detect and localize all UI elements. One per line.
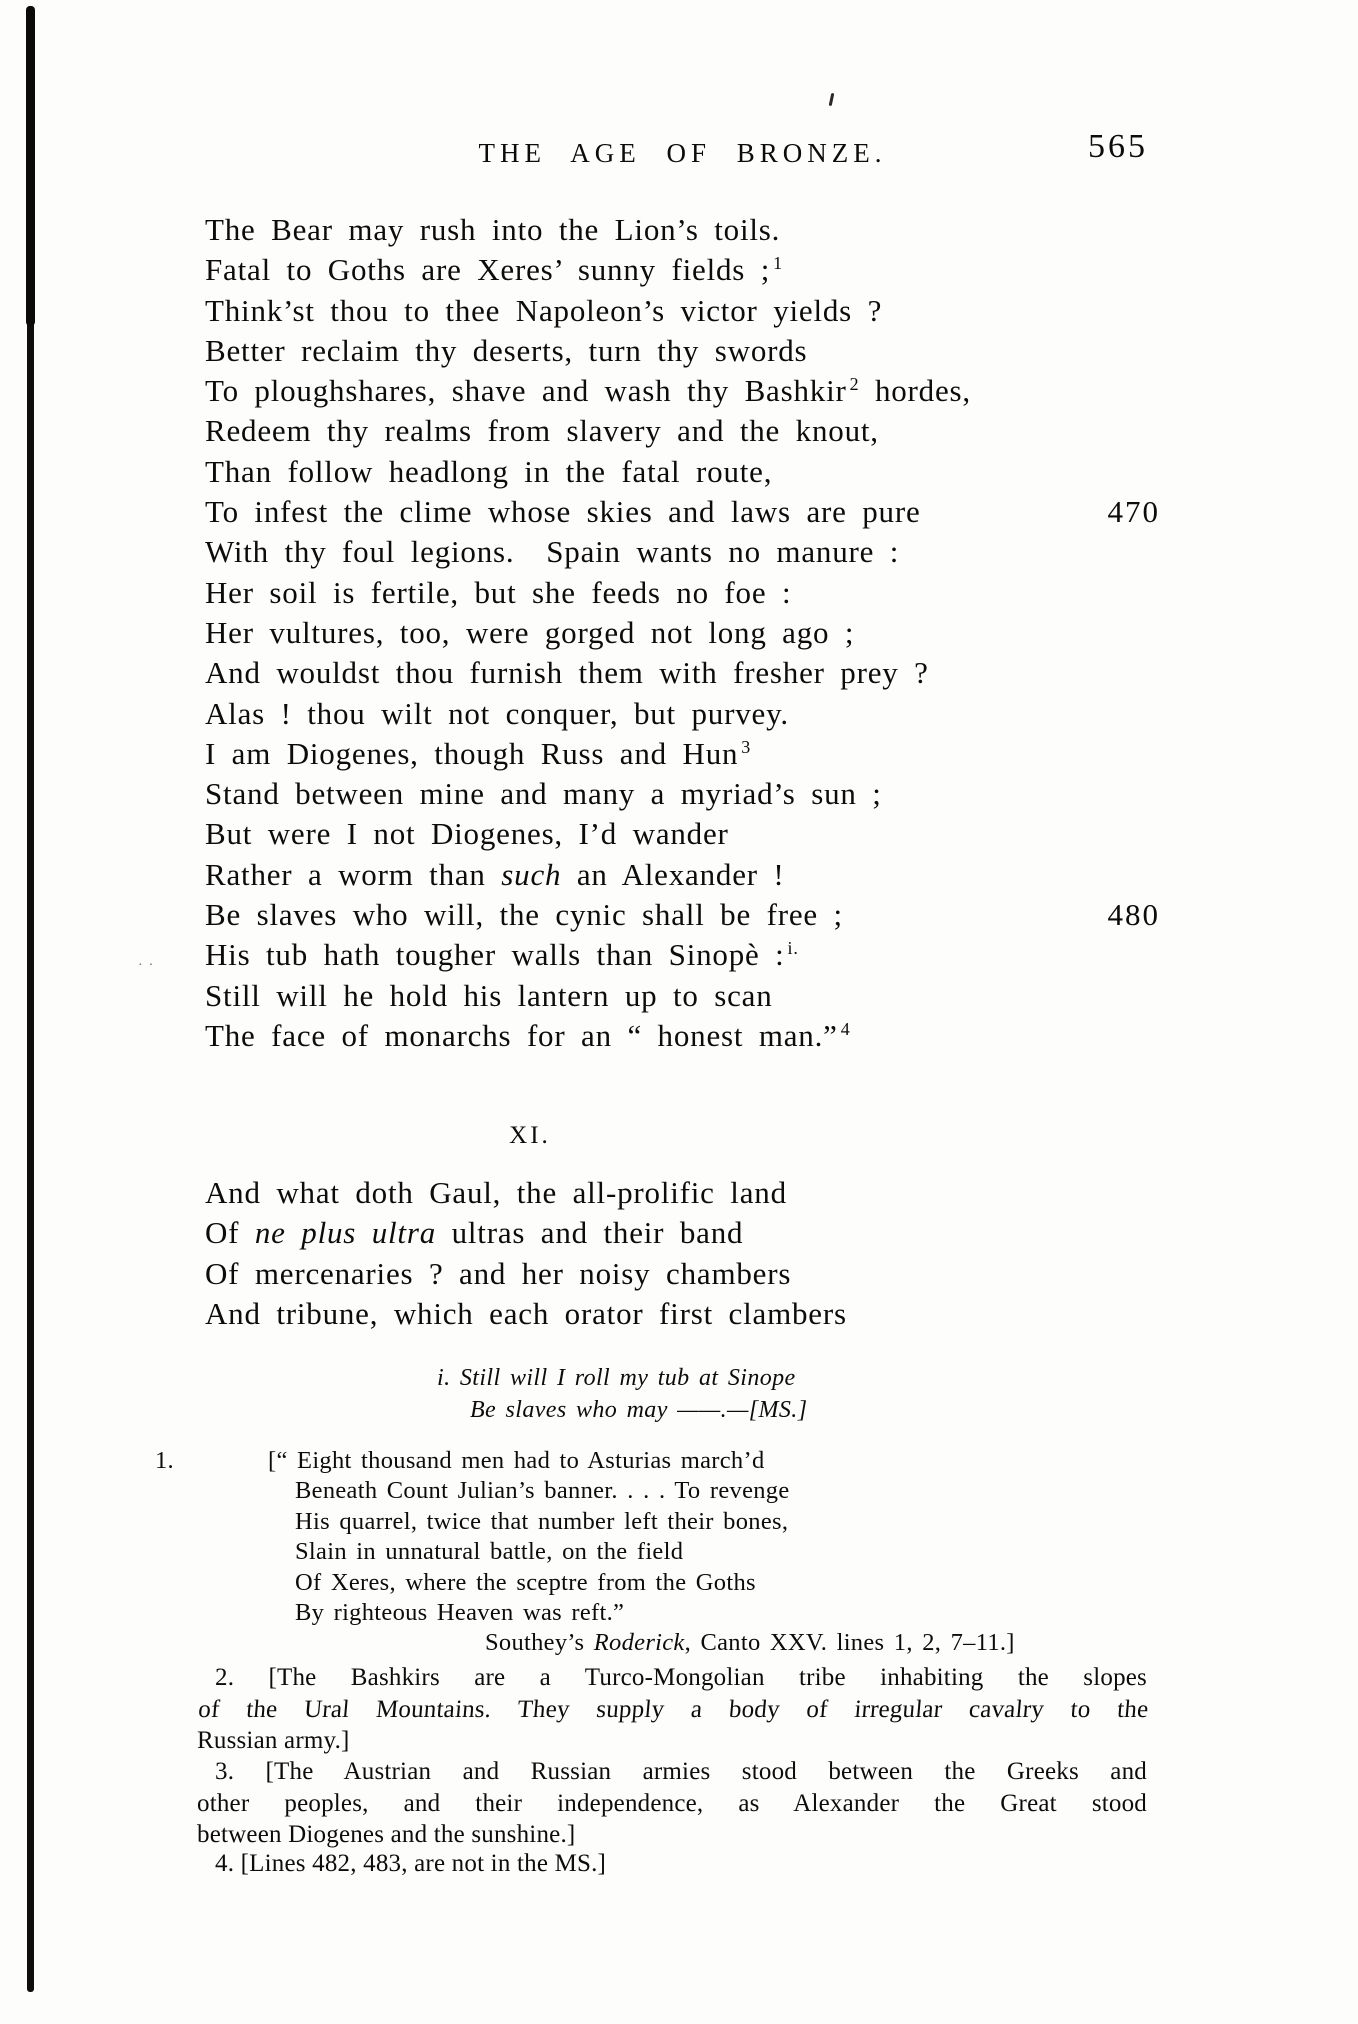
text-line: Rather a worm than such an Alexander ! bbox=[205, 856, 785, 892]
text-line: Better reclaim thy deserts, turn thy swords bbox=[205, 332, 808, 368]
text-line: The face of monarchs for an “ honest man.” $^4$ bbox=[205, 1017, 851, 1053]
text-line: By righteous Heaven was reft.” bbox=[295, 1599, 625, 1627]
footnote-4 bbox=[197, 1848, 1147, 1880]
text-line: of the Ural Mountains. They supply a body of irregular cavalry to the bbox=[197, 1695, 1150, 1723]
text-line: And what doth Gaul, the all-prolific land bbox=[205, 1175, 787, 1210]
footnote-3 bbox=[197, 1756, 1147, 1851]
scan-artifact-mark bbox=[829, 93, 835, 106]
text-line: Beneath Count Julian’s banner. . . . To revenge bbox=[295, 1477, 790, 1505]
text-line: 2. [The Bashkirs are a Turco-Mongolian tribe inhabiting the slopes bbox=[215, 1664, 1147, 1691]
text-line: To infest the clime whose skies and laws are pure 470 bbox=[205, 492, 1160, 532]
text-line: Russian army.] bbox=[197, 1727, 350, 1755]
running-head-title: THE AGE OF BRONZE. bbox=[478, 138, 887, 168]
text-line: 4. [Lines 482, 483, are not in the MS.] bbox=[215, 1850, 607, 1877]
text-line: Still will he hold his lantern up to scan bbox=[205, 977, 773, 1013]
text-line: Slain in unnatural battle, on the field bbox=[295, 1538, 684, 1566]
text-line: I am Diogenes, though Russ and Hun $^3$ bbox=[205, 735, 752, 771]
text-line: Southey’s Roderick, Canto XXV. lines 1, 2, 7–11.] bbox=[485, 1629, 1015, 1657]
text-line: And tribune, which each orator first clambers bbox=[205, 1295, 847, 1331]
book-gutter-bar-shadow bbox=[26, 6, 35, 326]
text-line: between Diogenes and the sunshine.] bbox=[197, 1821, 576, 1849]
footnote-1 bbox=[155, 1446, 1015, 1659]
text-line: Be slaves who may ——.—[MS.] bbox=[470, 1397, 808, 1423]
section-heading-xi: XI. bbox=[509, 1122, 551, 1149]
text-line: Of Xeres, where the sceptre from the Goths bbox=[295, 1568, 756, 1596]
scan-artifact-dots: ·· bbox=[138, 958, 160, 973]
poem-stanza-xi bbox=[205, 1173, 1160, 1334]
text-line: His tub hath tougher walls than Sinopè : $^{i.}$ bbox=[205, 937, 799, 973]
text-line: Her vultures, too, were gorged not long ago ; bbox=[205, 614, 855, 650]
text-line: 3. [The Austrian and Russian armies stood between the Greeks and bbox=[215, 1758, 1147, 1785]
text-line: 1. [“ Eight thousand men had to Asturias march’d bbox=[155, 1447, 765, 1474]
text-line: Think’st thou to thee Napoleon’s victor yields ? bbox=[205, 292, 883, 328]
text-line: other peoples, and their independence, as Alexander the Great stood bbox=[197, 1789, 1147, 1817]
text-line: And wouldst thou furnish them with fresher prey ? bbox=[205, 655, 929, 691]
text-line: Of mercenaries ? and her noisy chambers bbox=[205, 1255, 792, 1291]
text-line: Be slaves who will, the cynic shall be free ; 480 bbox=[205, 895, 1160, 935]
text-line: Of ne plus ultra ultras and their band bbox=[205, 1215, 744, 1251]
text-line: With thy foul legions. Spain wants no manure : bbox=[205, 534, 900, 570]
text-line: But were I not Diogenes, I’d wander bbox=[205, 816, 729, 852]
text-line: Her soil is fertile, but she feeds no foe : bbox=[205, 574, 792, 610]
footnote-ms-variant bbox=[437, 1362, 807, 1426]
text-line: Stand between mine and many a myriad’s sun ; bbox=[205, 776, 882, 812]
page-number: 565 bbox=[1088, 128, 1148, 165]
text-line: Than follow headlong in the fatal route, bbox=[205, 453, 773, 489]
poem-stanza-x bbox=[205, 210, 1160, 1056]
text-line: His quarrel, twice that number left their bones, bbox=[295, 1507, 789, 1535]
text-line: The Bear may rush into the Lion’s toils. bbox=[205, 212, 781, 247]
poem-line-number: 480 bbox=[1107, 897, 1160, 933]
text-line: Redeem thy realms from slavery and the knout, bbox=[205, 413, 879, 449]
text-line: Fatal to Goths are Xeres’ sunny fields ; $^1$ bbox=[205, 252, 783, 288]
text-line: Alas ! thou wilt not conquer, but purvey. bbox=[205, 695, 789, 731]
text-line: To ploughshares, shave and wash thy Bashkir $^2$ hordes, bbox=[205, 373, 971, 409]
poem-line-number: 470 bbox=[1107, 494, 1160, 530]
text-line: i. Still will I roll my tub at Sinope bbox=[437, 1365, 796, 1391]
footnote-2 bbox=[197, 1662, 1150, 1757]
